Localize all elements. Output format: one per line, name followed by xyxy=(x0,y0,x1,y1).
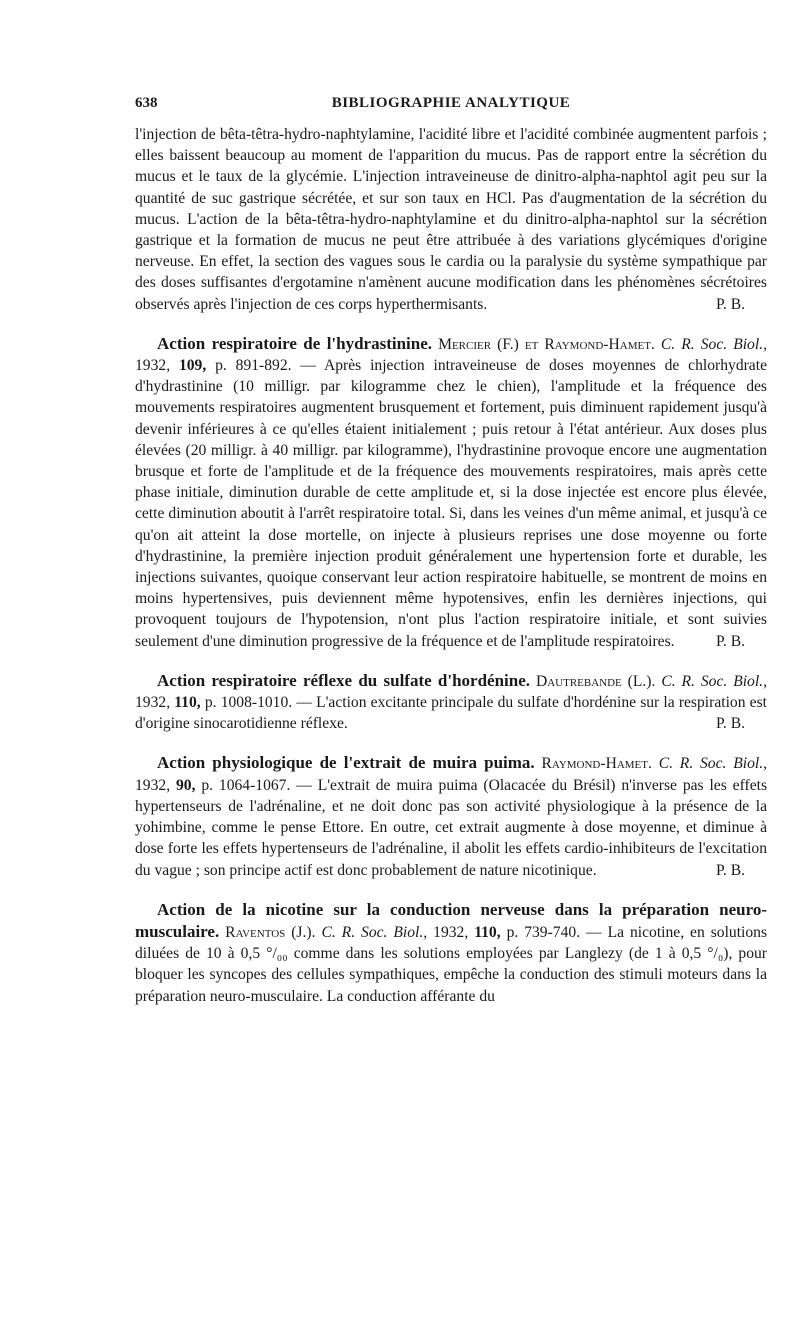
abstract-text: — L'action excitante principale du sulfate d'hordénine sur la respiration est d'origine sinocarotidienne réflexe. xyxy=(135,694,767,733)
article-authors: Raymond-Hamet. xyxy=(541,755,652,773)
abstract-signature: P. B. xyxy=(715,632,745,650)
page-range: p. 891-892. xyxy=(215,357,292,375)
article-title: Action physiologique de l'extrait de muira puima. xyxy=(157,753,535,773)
journal-volume: 110, xyxy=(174,694,201,712)
publication-year: 1932, xyxy=(135,776,171,794)
abstract-text: — La nicotine, en solutions diluées de 10 à 0,5 °/₀₀ comme dans les solutions employées par Langlezy (de 1 à 0,5 °/₀), pour bloquer les syncopes des cellules sympathiques, empêche la conduction des stimuli moteurs dans la préparation neuro-musculaire. La conduction afférante du xyxy=(135,923,768,1005)
page-body xyxy=(135,124,767,1007)
article-title: Action respiratoire réflexe du sulfate d'hordénine. xyxy=(157,670,531,690)
abstract-entry xyxy=(135,333,767,652)
article-authors: Dautrebande (L.). xyxy=(535,672,656,690)
abstract-signature: P. B. xyxy=(715,295,745,313)
page-range: p. 1008-1010. xyxy=(204,694,293,712)
page-range: p. 739-740. xyxy=(506,923,581,941)
abstract-signature: P. B. xyxy=(715,861,745,879)
publication-year: 1932, xyxy=(135,694,171,712)
article-title: Action de la nicotine sur la conduction nerveuse dans la préparation neuro-musculaire. xyxy=(135,899,767,941)
continued-abstract-text: l'injection de bêta-têtra-hydro-naphtylamine, l'acidité libre et l'acidité combinée augmentent parfois ; elles baissent beaucoup au moment de l'apparition du mucus. Pas de rapport entre la sécrétion du mucus et le taux de la glycémie. L'injection intraveineuse de dinitro-alpha-naphtol agit peu sur la quantité de suc gastrique sécrétée, et sur son taux en HCl. Pas d'augmentation de la sécrétion du mucus. L'action de la bêta-têtra-hydro-naphtylamine et du dinitro-alpha-naphtol sur la sécrétion gastrique et la formation de mucus ne peut être attribuée à des variations glycémiques d'origine nerveuse. En effet, la section des vagues sous le cardia ou la paralysie du système sympathique par des doses suffisantes d'ergotamine n'amènent aucune modification dans les phénomènes sécrétoires observés après l'injection de ces corps hyperthermisants. xyxy=(135,126,767,313)
journal-volume: 90, xyxy=(175,776,196,794)
journal-name: C. R. Soc. Biol., xyxy=(661,672,767,690)
abstract-entry xyxy=(135,752,767,880)
article-authors: Mercier (F.) et Raymond-Hamet. xyxy=(438,335,655,353)
article-title: Action respiratoire de l'hydrastinine. xyxy=(157,333,433,353)
journal-name: C. R. Soc. Biol., xyxy=(660,335,767,353)
journal-volume: 109, xyxy=(178,357,207,375)
page-number: 638 xyxy=(135,95,158,111)
abstract-text: — L'extrait de muira puima (Olacacée du Brésil) n'inverse pas les effets hypertenseurs de l'adrénaline, et ne doit donc pas son activité physiologique à la présence de la yohimbine, comme le pense Ettore. En outre, cet extrait augmente à dose moyenne, et diminue à dose forte les effets hypertenseurs de l'adrénaline, il abolit les effets cardio-inhibiteurs de l'excitation du vague ; son principe actif est donc probablement de nature nicotinique. xyxy=(135,776,768,879)
journal-name: C. R. Soc. Biol., xyxy=(321,923,428,941)
abstract-entry xyxy=(135,670,767,735)
journal-name: C. R. Soc. Biol., xyxy=(658,755,767,773)
abstract-text: — Après injection intraveineuse de doses moyennes de chlorhydrate d'hydrastinine (10 milligr. par kilogramme chez le chien), l'amplitude et la fréquence des mouvements respiratoires augmentent brusquement et fortement, puis diminuent rapidement jusqu'à devenir inférieures à ce qu'elles étaient initialement ; puis retour à l'état antérieur. Aux doses plus élevées (20 milligr. à 40 milligr. par kilogramme), l'hydrastinine provoque encore une augmentation brusque et forte de l'amplitude et de la fréquence des mouvements respiratoires, mais après cette phase initiale, diminution durable de cette amplitude et, si la dose injectée est encore plus élevée, cette diminution aboutit à l'arrêt respiratoire total. Si, dans les veines d'un même animal, et jusqu'à ce qu'on ait atteint la dose mortelle, on injecte à plusieurs reprises une dose moyenne ou forte d'hydrastinine, la première injection produit généralement une hypertension forte et durable, les injections suivantes, quoique conservant leur action respiratoire habituelle, se montrent de moins en moins hypertensives, puis deviennent même hypotensives, enfin les dernières injections, qui provoquent toujours de l'hypotension, n'ont plus l'action respiratoire initiale, et sont suivies seulement d'une diminution progressive de la fréquence et de l'amplitude respiratoires. xyxy=(135,357,767,650)
publication-year: 1932, xyxy=(433,923,469,941)
page-header xyxy=(135,95,767,119)
running-title: BIBLIOGRAPHIE ANALYTIQUE xyxy=(331,95,571,111)
continued-abstract xyxy=(135,124,767,315)
article-authors: Raventos (J.). xyxy=(225,923,316,941)
page-range: p. 1064-1067. xyxy=(201,776,291,794)
abstract-signature: P. B. xyxy=(715,715,745,733)
publication-year: 1932, xyxy=(135,357,171,375)
abstract-entry xyxy=(135,899,767,1007)
journal-volume: 110, xyxy=(474,923,501,941)
